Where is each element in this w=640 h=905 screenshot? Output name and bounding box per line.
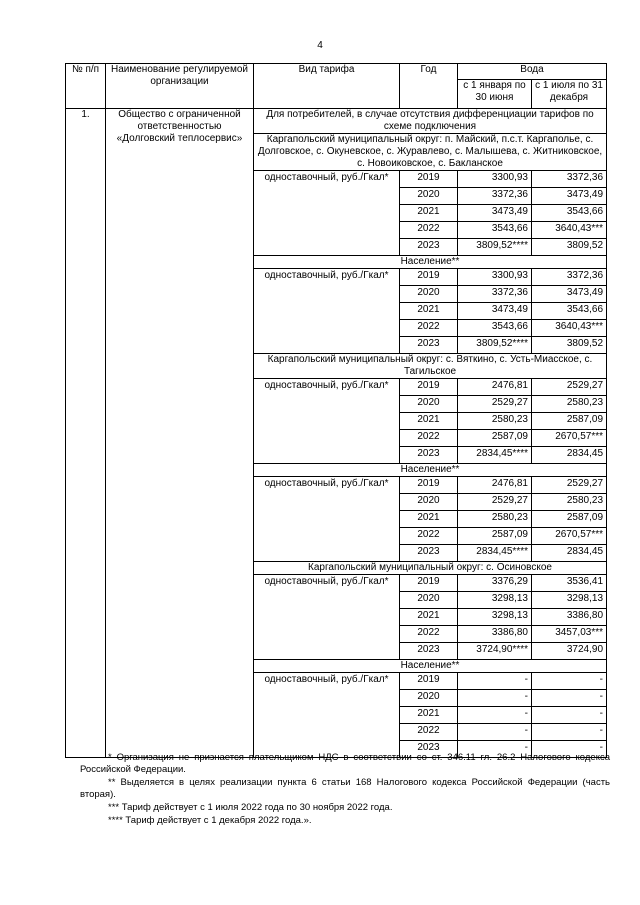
value-h2: 3543,66 <box>532 205 607 222</box>
tariff-type: одноставочный, руб./Гкал* <box>254 171 400 256</box>
table-row <box>66 109 607 134</box>
value-h1: 3473,49 <box>458 303 532 320</box>
footnote-2: ** Выделяется в целях реализации пункта 6 статьи 168 Налогового кодекса Российской Федерации (часть вторая). <box>80 777 610 800</box>
value-h2: 3386,80 <box>532 609 607 626</box>
year-cell: 2020 <box>400 690 458 707</box>
value-h1: 2587,09 <box>458 528 532 545</box>
value-h1: - <box>458 724 532 741</box>
population-header: Население** <box>254 464 607 477</box>
value-h1: 3543,66 <box>458 320 532 337</box>
tariff-type: одноставочный, руб./Гкал* <box>254 379 400 464</box>
value-h2: 2580,23 <box>532 494 607 511</box>
year-cell: 2023 <box>400 643 458 660</box>
value-h2: - <box>532 724 607 741</box>
footnote-3: *** Тариф действует с 1 июля 2022 года по 30 ноября 2022 года. <box>108 802 393 813</box>
year-cell: 2023 <box>400 447 458 464</box>
area-header: Каргапольский муниципальный округ: с. Вяткино, с. Усть-Миасское, с. Тагильское <box>254 354 607 379</box>
header-year: Год <box>400 64 458 109</box>
value-h1: 2529,27 <box>458 396 532 413</box>
value-h1: 3300,93 <box>458 171 532 188</box>
value-h1: 2834,45**** <box>458 545 532 562</box>
year-cell: 2023 <box>400 239 458 256</box>
footnote-4: **** Тариф действует с 1 декабря 2022 года.». <box>108 815 312 826</box>
value-h2: 2670,57*** <box>532 528 607 545</box>
value-h2: - <box>532 707 607 724</box>
year-cell: 2022 <box>400 626 458 643</box>
value-h1: 3298,13 <box>458 609 532 626</box>
year-cell: 2021 <box>400 413 458 430</box>
value-h2: 3640,43*** <box>532 222 607 239</box>
value-h2: 2670,57*** <box>532 430 607 447</box>
year-cell: 2020 <box>400 592 458 609</box>
year-cell: 2020 <box>400 494 458 511</box>
value-h1: 3300,93 <box>458 269 532 286</box>
year-cell: 2021 <box>400 303 458 320</box>
footnote-1: * Организация не признается плательщиком НДС в соответствии со ст. 346.11 гл. 26.2 Налогового кодекса Российской Федерации. <box>80 752 610 775</box>
value-h2: 2529,27 <box>532 477 607 494</box>
year-cell: 2019 <box>400 171 458 188</box>
value-h1: 3724,90**** <box>458 643 532 660</box>
header-period-2: с 1 июля по 31 декабря <box>532 80 607 109</box>
value-h2: - <box>532 690 607 707</box>
value-h1: 3386,80 <box>458 626 532 643</box>
year-cell: 2022 <box>400 430 458 447</box>
org-name: Общество с ограниченной ответственностью «Долговский теплосервис» <box>106 109 254 758</box>
area-header: Каргапольский муниципальный округ: п. Майский, п.с.т. Каргаполье, с. Долговское, с. Окуневское, с. Журавлево, с. Малышева, с. Житниковское, с. Новоиковское, с. Бакланское <box>254 134 607 171</box>
value-h2: 3473,49 <box>532 286 607 303</box>
header-tariff: Вид тарифа <box>254 64 400 109</box>
tariff-type: одноставочный, руб./Гкал* <box>254 673 400 758</box>
value-h2: - <box>532 673 607 690</box>
value-h1: 3376,29 <box>458 575 532 592</box>
header-water: Вода <box>458 64 607 80</box>
value-h2: 3298,13 <box>532 592 607 609</box>
value-h2: 3543,66 <box>532 303 607 320</box>
footnotes <box>80 752 610 828</box>
value-h1: - <box>458 741 532 758</box>
value-h1: - <box>458 690 532 707</box>
year-cell: 2021 <box>400 609 458 626</box>
tariff-table <box>65 63 607 758</box>
value-h1: 3809,52**** <box>458 239 532 256</box>
value-h2: 3809,52 <box>532 239 607 256</box>
population-header: Население** <box>254 256 607 269</box>
value-h1: - <box>458 673 532 690</box>
value-h1: 2529,27 <box>458 494 532 511</box>
value-h2: 3372,36 <box>532 171 607 188</box>
value-h1: 3372,36 <box>458 286 532 303</box>
value-h2: 2834,45 <box>532 545 607 562</box>
year-cell: 2021 <box>400 205 458 222</box>
value-h1: 3809,52**** <box>458 337 532 354</box>
value-h1: 3298,13 <box>458 592 532 609</box>
value-h2: 2580,23 <box>532 396 607 413</box>
value-h1: 2580,23 <box>458 511 532 528</box>
value-h1: 2580,23 <box>458 413 532 430</box>
value-h2: 3372,36 <box>532 269 607 286</box>
value-h2: 3809,52 <box>532 337 607 354</box>
year-cell: 2019 <box>400 269 458 286</box>
population-header: Население** <box>254 660 607 673</box>
value-h2: 3473,49 <box>532 188 607 205</box>
value-h1: 3372,36 <box>458 188 532 205</box>
value-h1: - <box>458 707 532 724</box>
area-header: Каргапольский муниципальный округ: с. Осиновское <box>254 562 607 575</box>
value-h2: 2587,09 <box>532 511 607 528</box>
value-h2: 3457,03*** <box>532 626 607 643</box>
year-cell: 2020 <box>400 188 458 205</box>
year-cell: 2020 <box>400 396 458 413</box>
value-h2: 2834,45 <box>532 447 607 464</box>
header-num: № п/п <box>66 64 106 109</box>
value-h2: 3536,41 <box>532 575 607 592</box>
year-cell: 2019 <box>400 673 458 690</box>
value-h1: 3473,49 <box>458 205 532 222</box>
year-cell: 2019 <box>400 379 458 396</box>
year-cell: 2023 <box>400 545 458 562</box>
value-h1: 3543,66 <box>458 222 532 239</box>
value-h2: 3724,90 <box>532 643 607 660</box>
value-h2: 2529,27 <box>532 379 607 396</box>
value-h2: 3640,43*** <box>532 320 607 337</box>
tariff-type: одноставочный, руб./Гкал* <box>254 269 400 354</box>
value-h1: 2834,45**** <box>458 447 532 464</box>
year-cell: 2022 <box>400 724 458 741</box>
header-period-1: с 1 января по 30 июня <box>458 80 532 109</box>
year-cell: 2023 <box>400 741 458 758</box>
value-h1: 2476,81 <box>458 379 532 396</box>
value-h1: 2476,81 <box>458 477 532 494</box>
row-number: 1. <box>66 109 106 758</box>
year-cell: 2022 <box>400 528 458 545</box>
year-cell: 2021 <box>400 511 458 528</box>
no-diff-note: Для потребителей, в случае отсутствия дифференциации тарифов по схеме подключения <box>254 109 607 134</box>
value-h1: 2587,09 <box>458 430 532 447</box>
header-org: Наименование регулируемой организации <box>106 64 254 109</box>
year-cell: 2021 <box>400 707 458 724</box>
year-cell: 2019 <box>400 477 458 494</box>
page-number: 4 <box>317 40 323 51</box>
year-cell: 2020 <box>400 286 458 303</box>
year-cell: 2022 <box>400 222 458 239</box>
year-cell: 2023 <box>400 337 458 354</box>
tariff-type: одноставочный, руб./Гкал* <box>254 575 400 660</box>
value-h2: 2587,09 <box>532 413 607 430</box>
tariff-type: одноставочный, руб./Гкал* <box>254 477 400 562</box>
year-cell: 2022 <box>400 320 458 337</box>
value-h2: - <box>532 741 607 758</box>
year-cell: 2019 <box>400 575 458 592</box>
